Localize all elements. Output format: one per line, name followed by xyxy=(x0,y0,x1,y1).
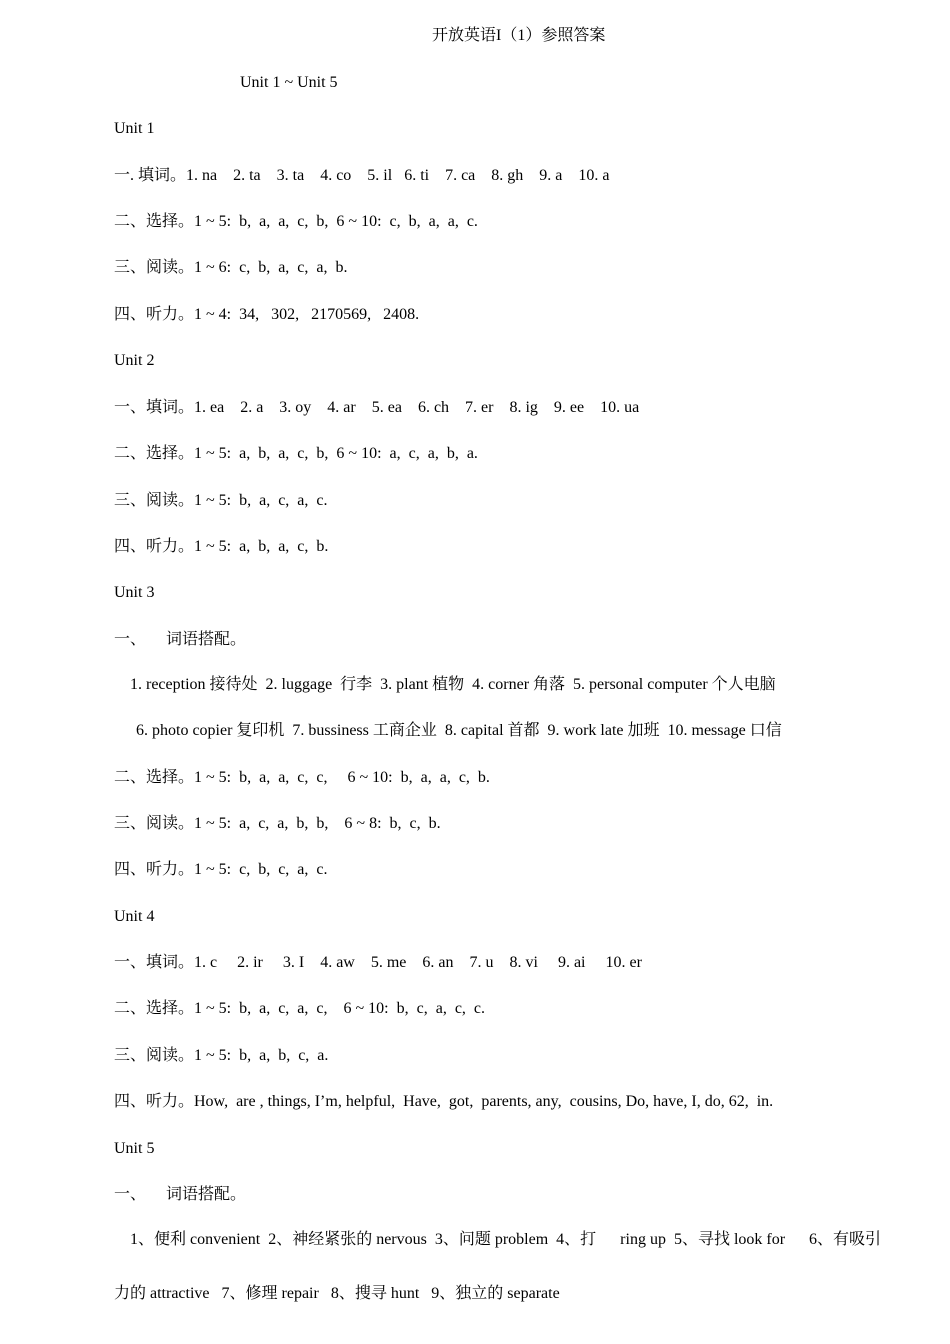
unit-4-reading: 三、阅读。1 ~ 5: b, a, b, c, a. xyxy=(114,1047,329,1064)
unit-3-heading: Unit 3 xyxy=(114,584,155,601)
unit-1-fill-words: 一. 填词。1. na 2. ta 3. ta 4. co 5. il 6. ti 7. ca 8. gh 9. a 10. a xyxy=(114,167,610,184)
document-title: 开放英语I（1）参照答案 xyxy=(432,27,606,44)
document-subtitle: Unit 1 ~ Unit 5 xyxy=(240,74,338,91)
unit-2-choice: 二、选择。1 ~ 5: a, b, a, c, b, 6 ~ 10: a, c, a, b, a. xyxy=(114,445,478,462)
unit-4-listening: 四、听力。How, are , things, I’m, helpful, Have, got, parents, any, cousins, Do, have, I, do, 62, in. xyxy=(114,1093,774,1110)
unit-3-word-matching-line-2: 6. photo copier 复印机 7. bussiness 工商企业 8. capital 首都 9. work late 加班 10. message 口信 xyxy=(136,722,782,739)
unit-4-fill-words: 一、填词。1. c 2. ir 3. I 4. aw 5. me 6. an 7. u 8. vi 9. ai 10. er xyxy=(114,954,642,971)
unit-5-word-matching-line-1: 1、便利 convenient 2、神经紧张的 nervous 3、问题 problem 4、打 ring up 5、寻找 look for 6、有吸引 xyxy=(130,1231,882,1248)
unit-1-heading: Unit 1 xyxy=(114,120,155,137)
unit-1-choice: 二、选择。1 ~ 5: b, a, a, c, b, 6 ~ 10: c, b, a, a, c. xyxy=(114,213,478,230)
unit-5-heading: Unit 5 xyxy=(114,1140,155,1157)
unit-3-reading: 三、阅读。1 ~ 5: a, c, a, b, b, 6 ~ 8: b, c, b. xyxy=(114,815,441,832)
unit-2-listening: 四、听力。1 ~ 5: a, b, a, c, b. xyxy=(114,538,329,555)
unit-4-heading: Unit 4 xyxy=(114,908,155,925)
unit-3-listening: 四、听力。1 ~ 5: c, b, c, a, c. xyxy=(114,861,328,878)
unit-5-word-matching-line-2: 力的 attractive 7、修理 repair 8、搜寻 hunt 9、独立的 separate xyxy=(114,1285,560,1302)
unit-2-reading: 三、阅读。1 ~ 5: b, a, c, a, c. xyxy=(114,492,328,509)
unit-3-word-matching-heading: 一、 词语搭配。 xyxy=(114,631,247,648)
unit-1-listening: 四、听力。1 ~ 4: 34, 302, 2170569, 2408. xyxy=(114,306,420,323)
unit-2-heading: Unit 2 xyxy=(114,352,155,369)
unit-4-choice: 二、选择。1 ~ 5: b, a, c, a, c, 6 ~ 10: b, c, a, c, c. xyxy=(114,1000,486,1017)
unit-3-choice: 二、选择。1 ~ 5: b, a, a, c, c, 6 ~ 10: b, a, a, c, b. xyxy=(114,769,490,786)
unit-1-reading: 三、阅读。1 ~ 6: c, b, a, c, a, b. xyxy=(114,259,348,276)
unit-2-fill-words: 一、填词。1. ea 2. a 3. oy 4. ar 5. ea 6. ch 7. er 8. ig 9. ee 10. ua xyxy=(114,399,640,416)
unit-5-word-matching-heading: 一、 词语搭配。 xyxy=(114,1186,247,1203)
unit-3-word-matching-line-1: 1. reception 接待处 2. luggage 行李 3. plant 植物 4. corner 角落 5. personal computer 个人电脑 xyxy=(130,676,776,693)
